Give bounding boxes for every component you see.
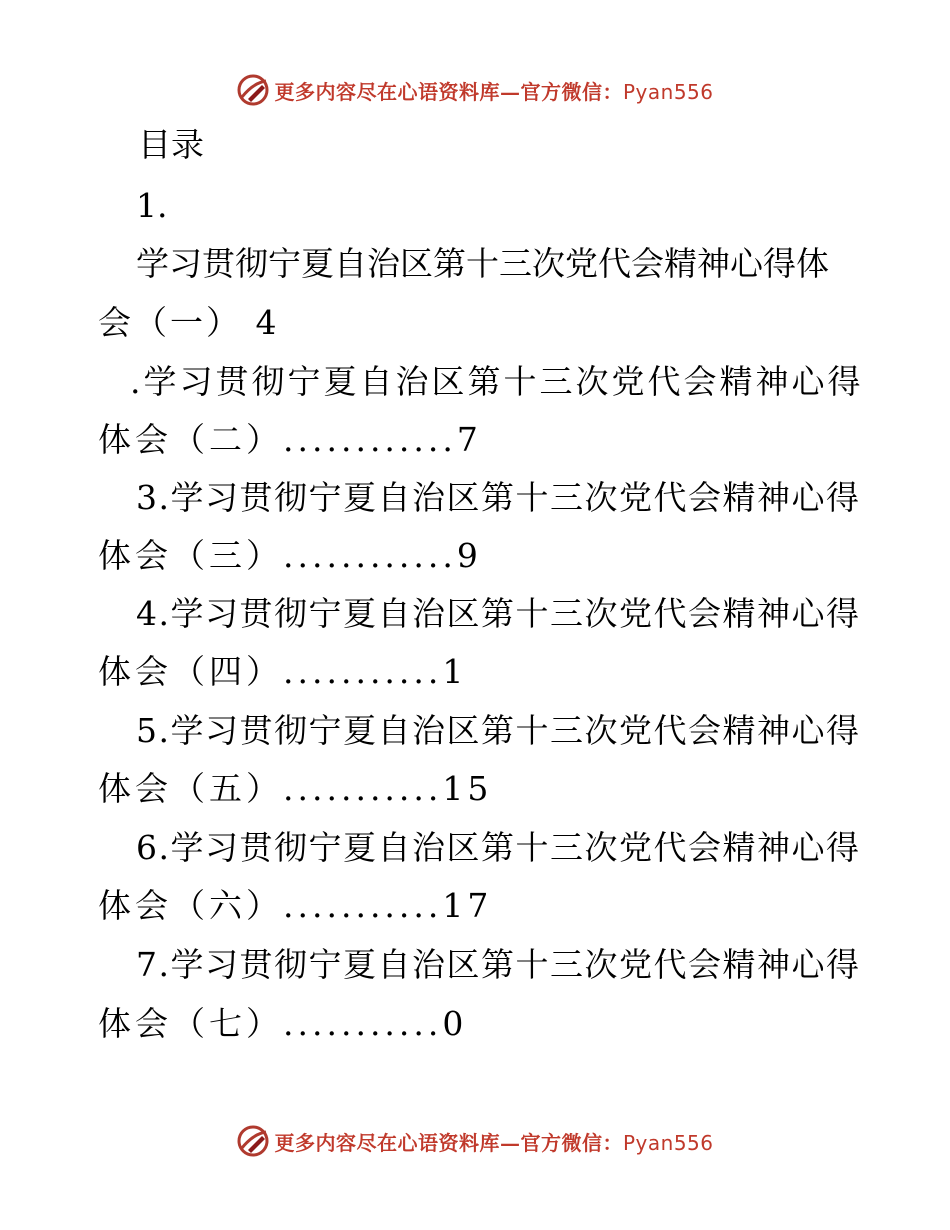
toc-line: 5.学习贯彻宁夏自治区第十三次党代会精神心得 [136, 711, 861, 750]
toc-line: 体会（六）...........17 [98, 886, 493, 925]
toc-line: 会（一） 4 [98, 303, 280, 342]
toc-line: 6.学习贯彻宁夏自治区第十三次党代会精神心得 [136, 828, 861, 867]
toc-line: 1. [136, 186, 168, 225]
footer-banner [0, 1121, 950, 1161]
header-banner [0, 70, 950, 110]
toc-line: 3.学习贯彻宁夏自治区第十三次党代会精神心得 [136, 478, 861, 517]
pen-logo-icon [236, 1124, 270, 1158]
toc-line: .学习贯彻宁夏自治区第十三次党代会精神心得 [130, 362, 864, 401]
toc-title: 目录 [138, 125, 204, 164]
toc-line: 体会（二）............7 [98, 420, 482, 459]
header-banner-text: 更多内容尽在心语资料库—官方微信：Pyan556 [274, 79, 714, 104]
footer-banner-text: 更多内容尽在心语资料库—官方微信：Pyan556 [274, 1130, 714, 1155]
toc-line: 体会（四）...........1 [98, 652, 468, 691]
toc-line: 7.学习贯彻宁夏自治区第十三次党代会精神心得 [136, 945, 861, 984]
toc-line: 体会（三）............9 [98, 536, 482, 575]
toc-line: 学习贯彻宁夏自治区第十三次党代会精神心得体 [136, 244, 829, 283]
toc-line: 体会（五）...........15 [98, 769, 493, 808]
toc-line: 4.学习贯彻宁夏自治区第十三次党代会精神心得 [136, 594, 861, 633]
toc-line: 体会（七）...........0 [98, 1004, 468, 1043]
pen-logo-icon [236, 73, 270, 107]
